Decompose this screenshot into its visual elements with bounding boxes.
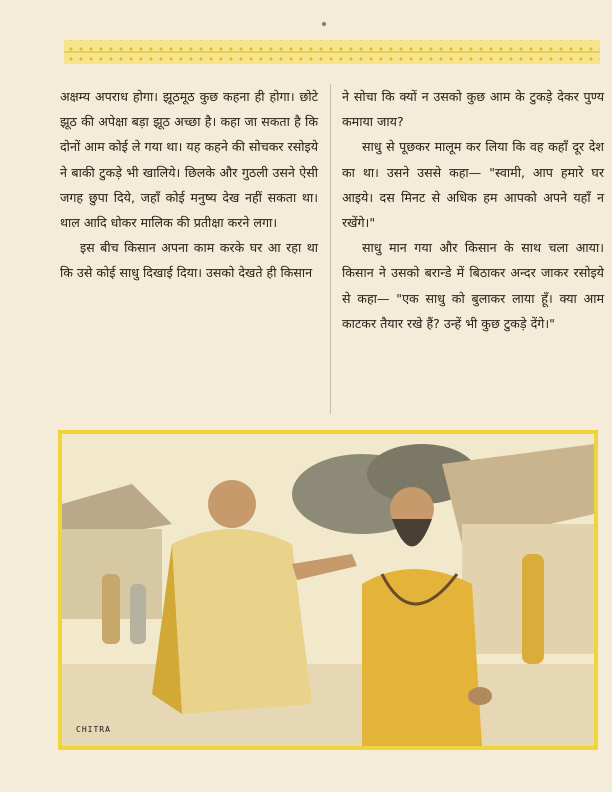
paragraph: इस बीच किसान अपना काम करके घर आ रहा था कि उसे कोई साधु दिखाई दिया। उसको देखते ही किसान xyxy=(60,240,318,281)
paragraph: अक्षम्य अपराध होगा। झूठमूठ कुछ कहना ही होगा। छोटे झूठ की अपेक्षा बड़ा झूठ अच्छा है। कहा जा सकता है कि दोनों आम कोई ले गया था। यह कहने की सोचकर रसोइये ने बाकी टुकड़े भी खालिये। छिलके और गुठली उसने ऐसी जगह छुपा दिये, जहाँ कोई मनुष्य देख नहीं सकता था। थाल आदि धोकर मालिक की प्रतीक्षा करने लगा। xyxy=(60,89,318,231)
decorative-band xyxy=(64,40,600,64)
page-dot xyxy=(322,22,326,26)
text-column-left xyxy=(60,84,318,286)
paragraph: ने सोचा कि क्यों न उसको कुछ आम के टुकड़े देकर पुण्य कमाया जाय? xyxy=(342,89,604,130)
story-illustration xyxy=(58,430,598,750)
artist-signature: CHITRA xyxy=(76,725,111,734)
illustration-drawing xyxy=(62,434,594,746)
paragraph: साधु मान गया और किसान के साथ चला आया। किसान ने उसको बरान्डे में बिठाकर अन्दर जाकर रसोइये से कहा— "एक साधु को बुलाकर लाया हूँ। क्या आम काटकर तैयार रखे हैं? उन्हें भी कुछ टुकड़े देंगे।" xyxy=(342,240,604,331)
column-divider xyxy=(330,84,331,414)
paragraph: साधु से पूछकर मालूम कर लिया कि वह कहाँ दूर देश का था। उसने उससे कहा— "स्वामी, आप हमारे घर आइये। दस मिनट से अधिक हम आपको अपने यहाँ न रखेंगे।" xyxy=(342,139,604,231)
text-column-right xyxy=(342,84,604,336)
